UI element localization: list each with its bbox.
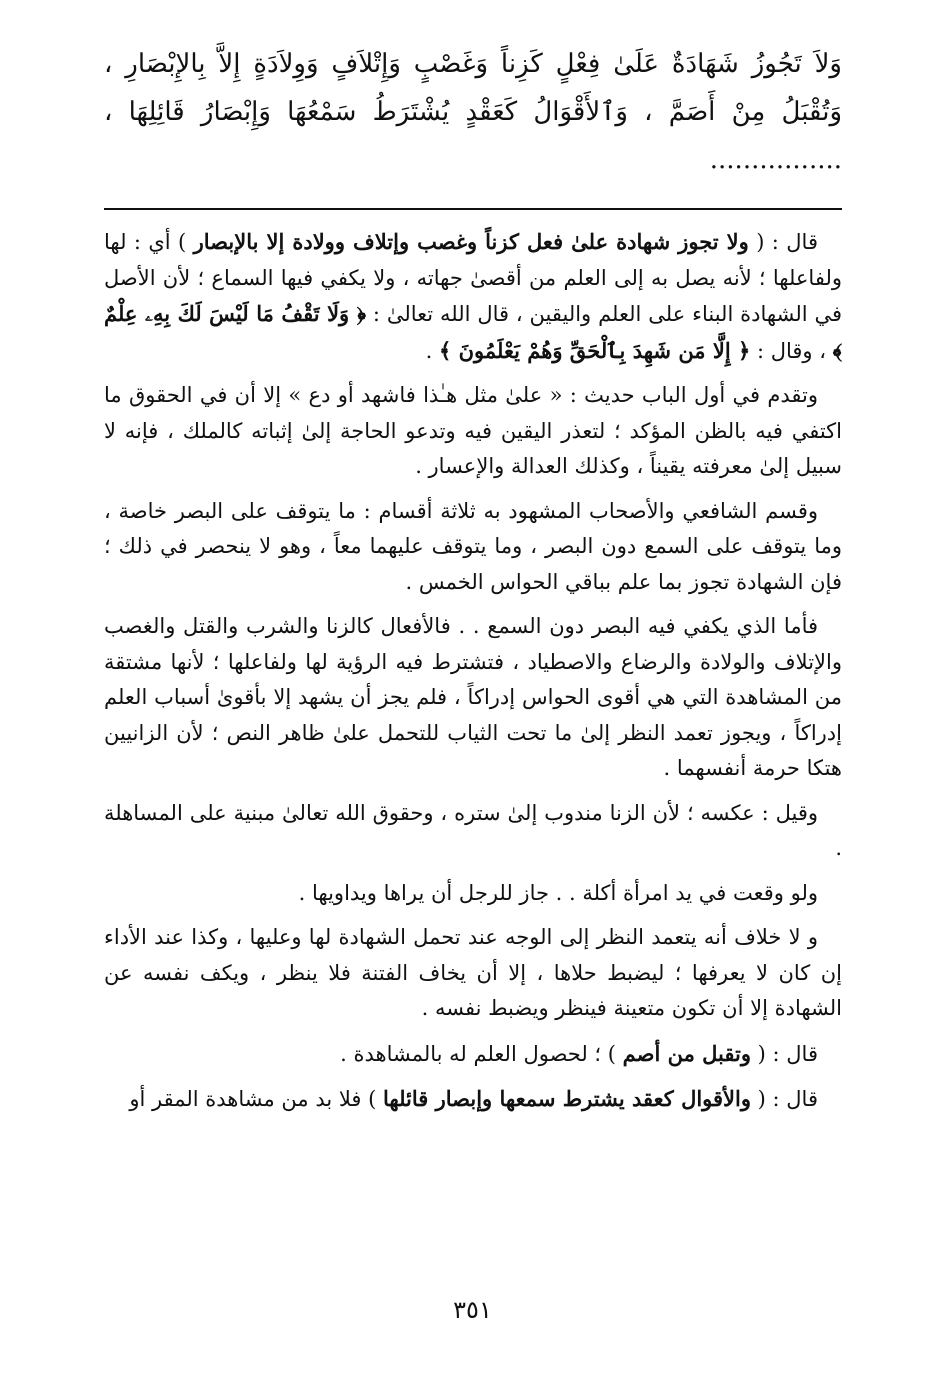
commentary-text: وقيل : عكسه ؛ لأن الزنا مندوب إلىٰ ستره ، وحقوق الله تعالىٰ مبنية على المساهلة . [104, 800, 842, 860]
quoted-matn: والأقوال كعقد يشترط سمعها وإبصار قائلها [382, 1086, 751, 1111]
matn-text [104, 40, 842, 184]
quoted-matn: ولا تجوز شهادة علىٰ فعل كزناً وغصب وإتلاف وولادة إلا بالإبصار [193, 229, 749, 254]
quran-verse-2: ﴿ إِلَّا مَن شَهِدَ بِٱلْحَقِّ وَهُمْ يَعْلَمُونَ ﴾ [439, 337, 751, 363]
commentary-text: ) ؛ لحصول العلم له بالمشاهدة . [340, 1041, 623, 1066]
commentary-paragraph-8 [104, 1036, 842, 1073]
commentary-paragraph-7 [104, 920, 842, 1027]
book-page [104, 40, 842, 1127]
commentary-text: ولو وقعت في يد امرأة أكلة . . جاز للرجل أن يراها ويداويها . [298, 880, 818, 905]
commentary-paragraph-2 [104, 378, 842, 485]
matn-line-2: أَصَمَّ ، وَٱلأَقْوَالُ كَعَقْدٍ يُشْتَرَطُ سَمْعُهَا وَإِبْصَارُ قَائِلِهَا ، [104, 97, 716, 127]
commentary-text: ) أي : لها ولفاعلها ؛ لأنه يصل به إلى العلم من أقصىٰ جهاته ، ولا يكفي فيها السماع ؛ لأن الأصل في الشهادة البناء على العلم واليقين ، قال الله تعالىٰ : [104, 230, 842, 326]
qala-prefix: قال : ( [751, 1087, 818, 1111]
matn-dots: ................ [709, 145, 842, 175]
commentary-paragraph-6 [104, 876, 842, 912]
commentary-paragraph-9 [104, 1081, 842, 1118]
commentary-paragraph-5 [104, 796, 842, 867]
quran-verse-1: ﴿ وَلَا تَقْفُ مَا لَيْسَ لَكَ بِهِۦ عِلْمٌ ﴾ [104, 301, 842, 363]
commentary-text: وتقدم في أول الباب حديث : « علىٰ مثل هـٰذا فاشهد أو دع » إلا أن في الحقوق ما اكتفي فيه بالظن المؤكد ؛ لتعذر اليقين فيه وتدعو الحاجة إلىٰ إثباته كالملك ، فإنه لا سبيل إلىٰ معرفته يقيناً ، وكذلك العدالة والإعسار . [104, 383, 842, 478]
commentary-text: فأما الذي يكفي فيه البصر دون السمع . . فالأفعال كالزنا والشرب والقتل والغصب والإتلاف والولادة والرضاع والاصطياد ، فتشترط فيه الرؤية لها ولفاعلها ؛ لأنها مشتقة من المشاهدة التي هي أقوى الحواس إدراكاً ، فلم يجز أن يشهد إلا بأقوىٰ أسباب العلم إدراكاً ، ويجوز تعمد النظر إلىٰ ما تحت الثياب للتحمل علىٰ ظاهر النص ؛ لأن الزانيين هتكا حرمة أنفسهما . [104, 614, 842, 780]
commentary-text: . [425, 338, 440, 363]
quoted-matn: وتقبل من أصم [622, 1040, 751, 1066]
matn-line-1: وَلاَ تَجُوزُ شَهَادَةٌ عَلَىٰ فِعْلٍ كَزِناً وَغَصْبٍ وَإِتْلاَفٍ وَوِلاَدَةٍ إِلاَّ بِالإِبْصَارِ ، وَتُقْبَلُ مِنْ [104, 49, 842, 127]
qala-prefix: قال : ( [748, 230, 818, 254]
commentary-paragraph-1 [104, 224, 842, 369]
commentary-text: ) فلا بد من مشاهدة المقر أو [129, 1087, 383, 1111]
qala-prefix: قال : ( [751, 1041, 818, 1066]
commentary-text: وقسم الشافعي والأصحاب المشهود به ثلاثة أقسام : ما يتوقف على البصر خاصة ، وما يتوقف على السمع دون البصر ، وما يتوقف عليهما معاً ، وهو لا ينحصر في ذلك ؛ فإن الشهادة تجوز بما علم بباقي الحواس الخمس . [104, 498, 842, 594]
page-number: ٣٥١ [453, 1296, 492, 1324]
commentary-text: ، وقال : [750, 338, 833, 363]
separator-line [104, 208, 842, 210]
commentary-paragraph-3 [104, 494, 842, 601]
commentary-text: و لا خلاف أنه يتعمد النظر إلى الوجه عند تحمل الشهادة لها وعليها ، وكذا عند الأداء إن كان لا يعرفها ؛ ليضبط حلاها ، إلا أن يخاف الفتنة فلا ينظر ، ويكف نفسه عن الشهادة إلا أن تكون متعينة فينظر ويضبط نفسه . [104, 925, 842, 1020]
commentary-paragraph-4 [104, 609, 842, 787]
